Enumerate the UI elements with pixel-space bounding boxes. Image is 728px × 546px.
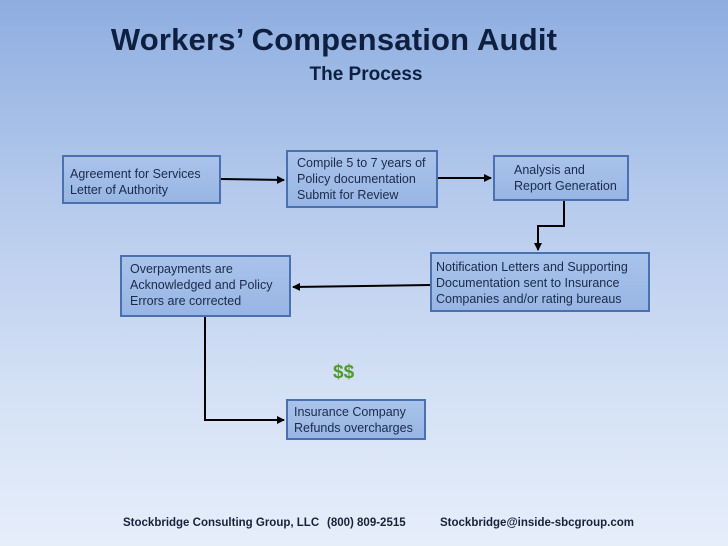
step-notification-box [430, 252, 650, 312]
step-analysis-box [493, 155, 629, 201]
arrow-overpayments-to-refund [205, 317, 284, 420]
arrow-analysis-to-notification [538, 201, 564, 250]
step-text-line: Companies and/or rating bureaus [436, 292, 622, 306]
step-text-line: Letter of Authority [70, 183, 168, 197]
step-text-line: Acknowledged and Policy [130, 278, 273, 292]
step-text-line: Overpayments are [130, 262, 233, 276]
arrow-agreement-to-compile [221, 179, 284, 180]
step-text-line: Submit for Review [297, 188, 399, 202]
money-label: $$ [333, 362, 355, 383]
step-text-line: Compile 5 to 7 years of [297, 156, 426, 170]
footer-email: Stockbridge@inside-sbcgroup.com [440, 517, 634, 529]
step-agreement-box [62, 155, 221, 204]
arrow-notification-to-overpayments [293, 285, 430, 287]
step-compile-box [286, 150, 438, 208]
step-text-line: Insurance Company [294, 405, 406, 419]
footer-phone: (800) 809-2515 [327, 517, 406, 529]
step-refund-box [286, 399, 426, 440]
step-text-line: Errors are corrected [130, 294, 242, 308]
step-text-line: Policy documentation [297, 172, 416, 186]
step-text-line: Notification Letters and Supporting [436, 260, 628, 274]
step-text-line: Agreement for Services [70, 167, 201, 181]
step-overpayments-box [120, 255, 291, 317]
page-title: Workers’ Compensation Audit [110, 22, 558, 57]
footer-company: Stockbridge Consulting Group, LLC [123, 517, 320, 529]
step-text-line: Documentation sent to Insurance [436, 276, 620, 290]
step-text-line: Report Generation [514, 179, 617, 193]
page-subtitle: The Process [309, 64, 423, 85]
step-text-line: Refunds overcharges [294, 421, 413, 435]
step-text-line: Analysis and [514, 163, 585, 177]
